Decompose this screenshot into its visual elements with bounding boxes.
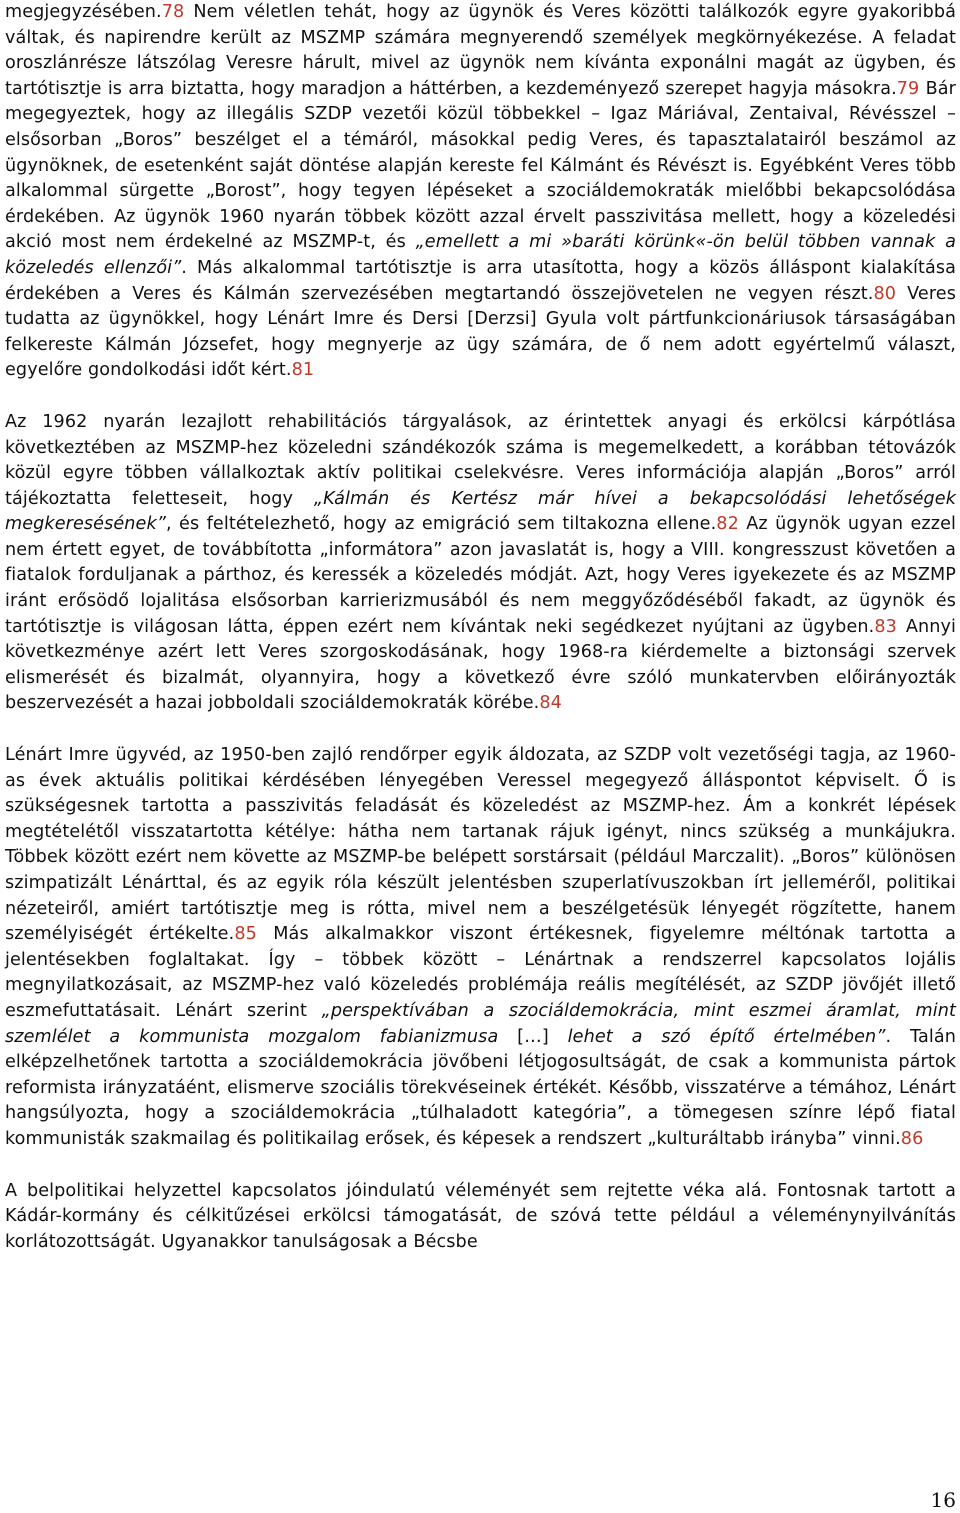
text-run: Lénárt Imre ügyvéd, az 1950-ben zajló rendőrper egyik áldozata, az SZDP volt vezetőségi tagja, az 1960-as évek aktuális politikai kérdésében lényegében Veressel megegyező álláspontot képviselt. Ő is szükségesnek tartotta a passzivitás feladását és közeledést az MSZMP-hez. Ám a konkrét lépések megtételétől visszatartotta kétélye: hátha nem tartanak rájuk igényt, nincs szükség a munkájukra. Többek között ezért nem követte az MSZMP-be belépett sorstársait (például Marczalit). „Boros” különösen szimpatizált Lénárttal, és az egyik róla készült jelentésben szuperlatívuszokban írt jelleméről, politikai nézeteiről, amiért tartótisztje meg is róttа, mivel nem a beszélgetésük lényegét rögzítette, hanem személyiségét értékelte. [5,745,956,945]
footnote-reference[interactable]: 81 [291,360,315,381]
footnote-reference[interactable]: 84 [539,693,562,714]
text-run: […] [498,1026,568,1047]
text-run: Nem véletlen tehát, hogy az ügynök és Veres közötti találkozók egyre gyakoribbá váltak, és napirendre került az MSZMP számára megnyerendő személyek megkörnyékezése. A feladat oroszlánrésze látszólag Veresre hárult, mivel az ügynök nem kívánta exponálni magát az ügyben, és tartótisztje is arra biztatta, hogy maradjon a háttérben, a kezdeményező szerepet hagyja másokra. [5,2,956,99]
text-run: Bár megegyeztek, hogy az illegális SZDP vezetői közül többekkel – Igaz Máriával, Zentaival, Révésszel – elsősorban „Boros” beszélget el a témáról, másokkal pedig Veres, és tapasztalatairól beszámol az ügynöknek, de esetenként saját döntése alapján kereste fel Kálmánt és Révészt is. Egyébként Veres több alkalommal sürgette „Borost”, hogy tegyen lépéseket a szociáldemokraták mielőbbi bekapcsolódása érdekében. Az ügynök 1960 nyarán többek között azzal érvelt passzivitása mellett, hogy a közeledési akció most nem érdekelné az MSZMP-t, és [5,78,956,253]
text-run: Annyi következménye azért lett Veres szorgoskodásának, hogy 1968-ra kiérdemelte a biztonsági szervek elismerését és bizalmát, olyannyira, hogy a következő évre szóló munkatervben előirányozták beszervezését a hazai jobboldali szociáldemokraták körébe. [5,616,956,714]
text-run: . Más alkalommal tartótisztje is arra utasította, hogy a közös álláspont kialakítása érdekében a Veres és Kálmán szervezésében megtartandó összejövetelen ne vegyen részt. [5,257,956,304]
page-number: 16 [930,1488,956,1512]
quoted-text: lehet a szó építő értelmében” [567,1026,886,1047]
footnote-reference[interactable]: 85 [234,924,257,945]
footnote-reference[interactable]: 78 [161,2,185,22]
text-run: . Talán elképzelhetőnek tartotta a szociáldemokrácia jövőbeni létjogosultságát, de csak a kommunista pártok reformista irányzatáént, elismerve szociális törekvéseinek értékét. Később, visszatérve a témához, Lénárt hangsúlyozta, hogy a szociáldemokrácia „túlhaladott kategória”, a tömegesen színre lépő fiatal kommunisták szakmailag és politikailag erősek, és képesek a rendszert „kulturáltabb irányba” vinni. [5,1026,956,1149]
text-run: , és feltételezhető, hogy az emigráció sem tiltakozna ellene. [165,514,717,535]
footnote-reference[interactable]: 83 [874,616,897,637]
footnote-reference[interactable]: 80 [873,283,897,304]
text-run: Veres tudatta az ügynökkel, hogy Lénárt Imre és Dersi [Derzsi] Gyula volt pártfunkcionáriusok társaságában felkereste Kálmán Józsefet, hogy megnyerje az ügy számára, de ő nem adott egyértelmű választ, egyelőre gondolkodási időt kért. [5,283,956,381]
footnote-reference[interactable]: 79 [896,78,920,99]
text-run: Más alkalmakkor viszont értékesnek, figyelemre méltónak tartotta a jelentésekben foglaltakat. Így – többek között – Lénártnak a rendszerrel kapcsolatos lojális megnyilatkozásait, az MSZMP-hez való közeledés problémája reális megítélését, az SZDP jövőjét illető eszmefuttatásait. Lénárt szerint [5,924,956,1021]
paragraph [5,1179,956,1256]
quoted-text: „perspektívában a szociáldemokrácia, mint eszmei áramlat, mint szemlélet a kommunista mozgalom fabianizmusa [5,1000,956,1047]
quoted-text: „emellett a mi »baráti körünk«-ön belül többen vannak a közeledés ellenzői” [5,232,956,278]
text-run: Az ügynök ugyan ezzel nem értett egyet, de továbbította „informátora” azon javaslatát is, hogy a VIII. kongresszust követően a fiatalok forduljanak a párthoz, és keressék a közeledés módját. Azt, hogy Veres igyekezete és az MSZMP iránt erősödő lojalitása elsősorban karrierizmusából és nem meggyőződéséből fakadt, az ügynök és tartótisztje is világosan látta, éppen ezért nem kívántak neki segédkezet nyújtani az ügyben. [5,514,956,637]
footnote-reference[interactable]: 86 [900,1128,924,1149]
text-run: A belpolitikai helyzettel kapcsolatos jóindulatú véleményét sem rejtette véka alá. Fontosnak tartott a Kádár-kormány és célkitűzései erkölcsi támogatását, de szóvá tette például a véleménynyilvánítás korlátozottságát. Ugyanakkor tanulságosak a Bécsbe [5,1180,956,1252]
document-page [5,0,956,1281]
text-run: Az 1962 nyarán lezajlott rehabilitációs tárgyalások, az érintettek anyagi és erkölcsi kárpótlása következtében az MSZMP-hez közeledni szándékozók száma is megemelkedett, a korábban tétovázók közül egyre többen vállalkoztak aktív politikai cselekvésre. Veres információja alapján „Boros” arról tájékoztatta feletteseit, hogy [5,411,956,509]
paragraph [5,410,956,717]
document-body [5,0,956,1255]
text-run: megjegyzésében. [5,2,162,22]
quoted-text: „Kálmán és Kertész már hívei a bekapcsolódási lehetőségek megkeresésének” [5,488,956,535]
paragraph [5,743,956,1153]
footnote-reference[interactable]: 82 [716,514,739,535]
paragraph [5,0,956,384]
